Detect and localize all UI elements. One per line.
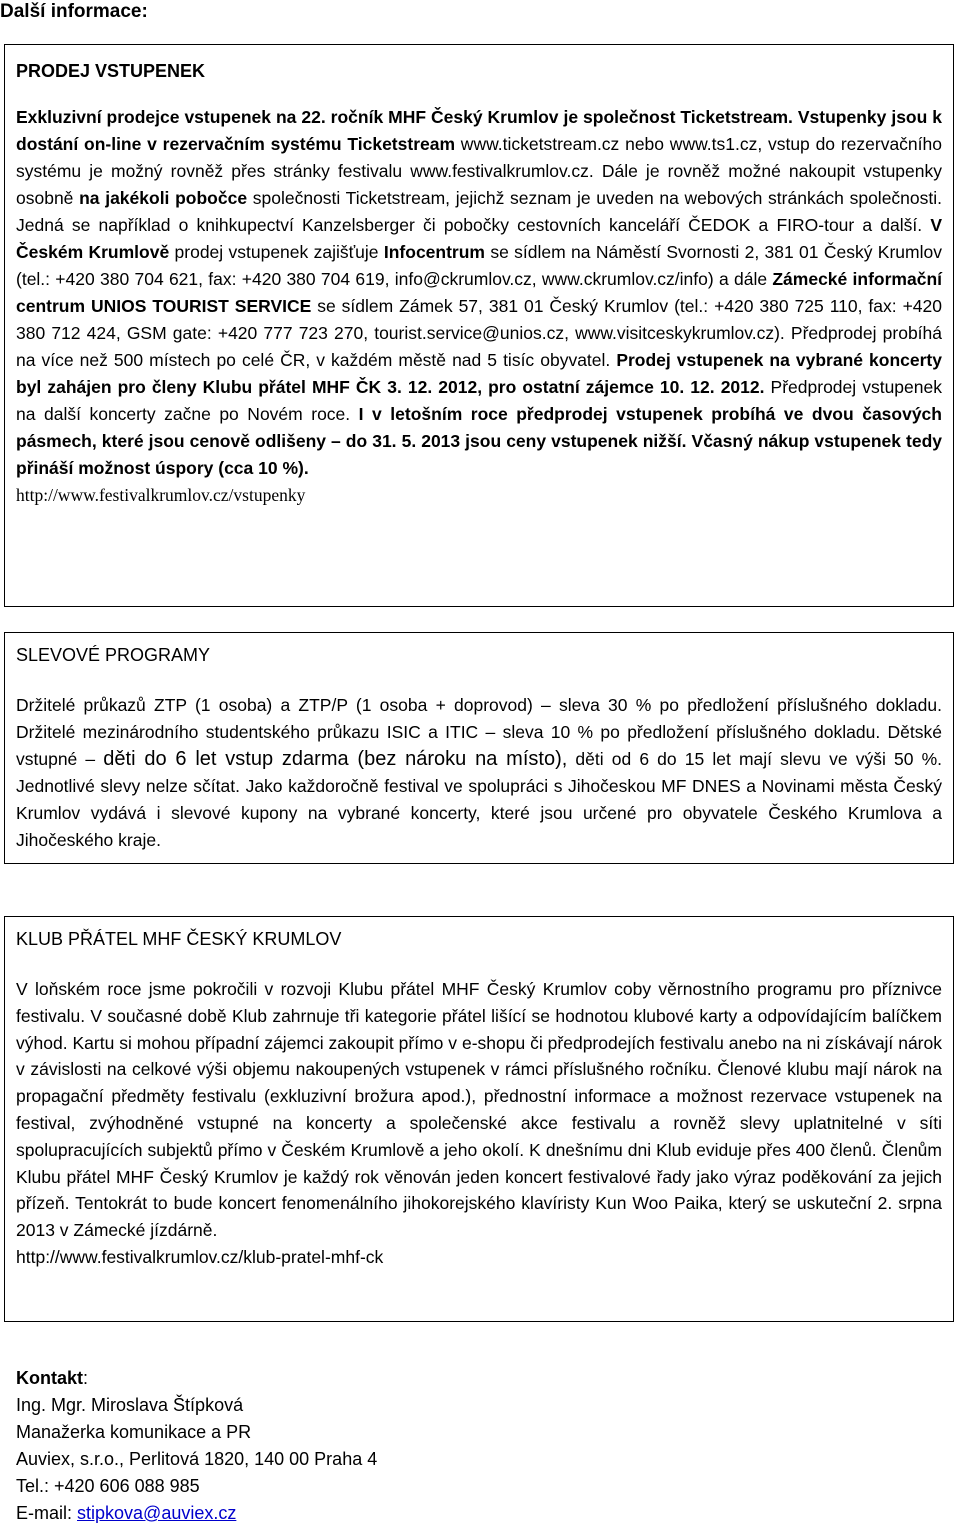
contact-label: Kontakt: [16, 1368, 83, 1388]
discounts-text-b: děti od 6 do 15 let mají slevu ve výši 50 %. Jednotlivé slevy nelze sčítat. Jako každoročně festival ve spolupráci s Jihočeskou MF DNES a Novinami města Český Krumlov vydává i slevové kupony na vybrané koncerty, které jsou určené pro obyvatele Českého Krumlova a Jihočeského kraje.: [16, 749, 942, 850]
ticket-sales-part-12: I v letošním roce předprodej vstupenek probíhá ve dvou časových pásmech, které jsou cenově odlišeny – do 31. 5. 2013 jsou ceny vstupenek nižší. Včasný nákup vstupenek tedy přináší možnost úspory (cca 10 %).: [16, 404, 942, 478]
ticket-sales-part-8: Zámecké informační centrum UNIOS TOURIST SERVICE: [16, 269, 943, 316]
ticket-sales-part-6: Infocentrum: [383, 242, 485, 262]
ticket-sales-part-10: Prodej vstupenek na vybrané koncerty byl zahájen pro členy Klubu přátel MHF ČK 3. 12. 2012, pro ostatní zájemce 10. 12. 2012.: [16, 350, 942, 397]
section-discounts: [4, 632, 954, 864]
ticket-sales-part-11: Předprodej vstupenek na další koncerty začne po Novém roce.: [16, 377, 942, 424]
contact-email-row: [16, 1500, 377, 1527]
ticket-sales-part-1: www.ticketstream.cz nebo www.ts1.cz, vstup do rezervačního systému je možný rovněž přes stránky festivalu www.festivalkrumlov.cz. Dále je rovněž možné nakoupit vstupenky osobně: [16, 134, 942, 208]
discounts-text-a: Držitelé průkazů ZTP (1 osoba) a ZTP/P (1 osoba + doprovod) – sleva 30 % po předložení příslušného dokladu. Držitelé mezinárodního studentského průkazu ISIC a ITIC – sleva 10 % po předložení příslušného dokladu. Dětské vstupné –: [16, 695, 942, 769]
contact-colon: :: [83, 1368, 89, 1388]
section-title-friends-club: KLUB PŘÁTEL MHF ČESKÝ KRUMLOV: [16, 929, 342, 949]
contact-email-link[interactable]: stipkova@auviex.cz: [77, 1503, 237, 1523]
ticket-sales-part-5: prodej vstupenek zajišťuje: [169, 242, 384, 262]
ticket-sales-part-4: V Českém Krumlově: [16, 215, 942, 262]
ticket-sales-url[interactable]: http://www.festivalkrumlov.cz/vstupenky: [16, 485, 306, 505]
contact-role: Manažerka komunikace a PR: [16, 1422, 252, 1442]
contact-email-label: E-mail:: [16, 1503, 78, 1523]
section-ticket-sales: [4, 44, 954, 607]
contact-label-row: [16, 1365, 377, 1392]
discounts-text-big: děti do 6 let vstup zdarma (bez nároku na místo),: [103, 748, 568, 770]
friends-club-url[interactable]: http://www.festivalkrumlov.cz/klub-pratel-mhf-ck: [16, 1246, 384, 1267]
ticket-sales-part-9: se sídlem Zámek 57, 381 01 Český Krumlov (tel.: +420 380 725 110, fax: +420 380 712 424, GSM gate: +420 777 723 270, tourist.service@unios.cz, www.visitceskykrumlov.cz). Předprodej probíhá na více než 500 místech po celé ČR, v každém městě nad 5 tisíc obyvatel.: [16, 296, 942, 370]
contact-tel: Tel.: +420 606 088 985: [16, 1476, 200, 1496]
friends-club-text: V loňském roce jsme pokročili v rozvoji Klubu přátel MHF Český Krumlov coby věrnostního programu pro příznivce festivalu. V současné době Klub zahrnuje tři kategorie přátel lišící se hodnotou klubové karty a odpovídajícím balíčkem výhod. Kartu si mohou případní zájemci zakoupit přímo v e-shopu či předprodejích festivalu anebo na ni získávají nárok v závislosti na celkové výši objemu nakoupených vstupenek v rámci příslušného ročníku. Členové klubu mají nárok na propagační předměty festivalu (exkluzivní brožura apod.), přednostní informace a možnost rezervace vstupenek na festival, zvýhodněné vstupné na koncerty a společenské akce festivalu a rovněž slevy uplatnitelné v síti spolupracujících subjektů přímo v Českém Krumlově a jeho okolí. K dnešnímu dni Klub eviduje přes 400 členů. Členům Klubu přátel MHF Český Krumlov je každý rok věnován jeden koncert festivalové řady jako výraz poděkování za jejich přízeň. Tentokrát to bude koncert fenomenálního jihokorejského klavíristy Kun Woo Paika, který se uskuteční 2. srpna 2013 v Zámecké jízdárně.: [16, 979, 942, 1241]
contact-block: [16, 1365, 377, 1527]
ticket-sales-part-7: se sídlem na Náměstí Svornosti 2, 381 01 Český Krumlov (tel.: +420 380 704 621, fax: +420 380 704 619, info@ckrumlov.cz, www.ckrumlov.cz/info) a dále: [16, 242, 942, 289]
contact-company: Auviex, s.r.o., Perlitová 1820, 140 00 Praha 4: [16, 1449, 378, 1469]
ticket-sales-text: [16, 104, 942, 482]
page-heading: Další informace:: [0, 1, 148, 22]
contact-name: Ing. Mgr. Miroslava Štípková: [16, 1395, 244, 1415]
section-friends-club: [4, 916, 954, 1322]
ticket-sales-part-0: Exkluzivní prodejce vstupenek na 22. ročník MHF Český Krumlov je společnost Ticketstream. Vstupenky jsou k dostání on-line v rezervačním systému Ticketstream: [16, 107, 942, 154]
section-title-discounts: SLEVOVÉ PROGRAMY: [16, 645, 211, 665]
discounts-text: [16, 692, 942, 854]
ticket-sales-part-3: společnosti Ticketstream, jejichž seznam je uveden na webových stránkách společnosti. Jedná se například o knihkupectví Kanzelsberger či pobočky cestovních kanceláří ČEDOK a FIRO-tour a další.: [16, 188, 943, 235]
section-title-ticket-sales: PRODEJ VSTUPENEK: [16, 61, 206, 81]
ticket-sales-part-2: na jakékoli pobočce: [79, 188, 248, 208]
